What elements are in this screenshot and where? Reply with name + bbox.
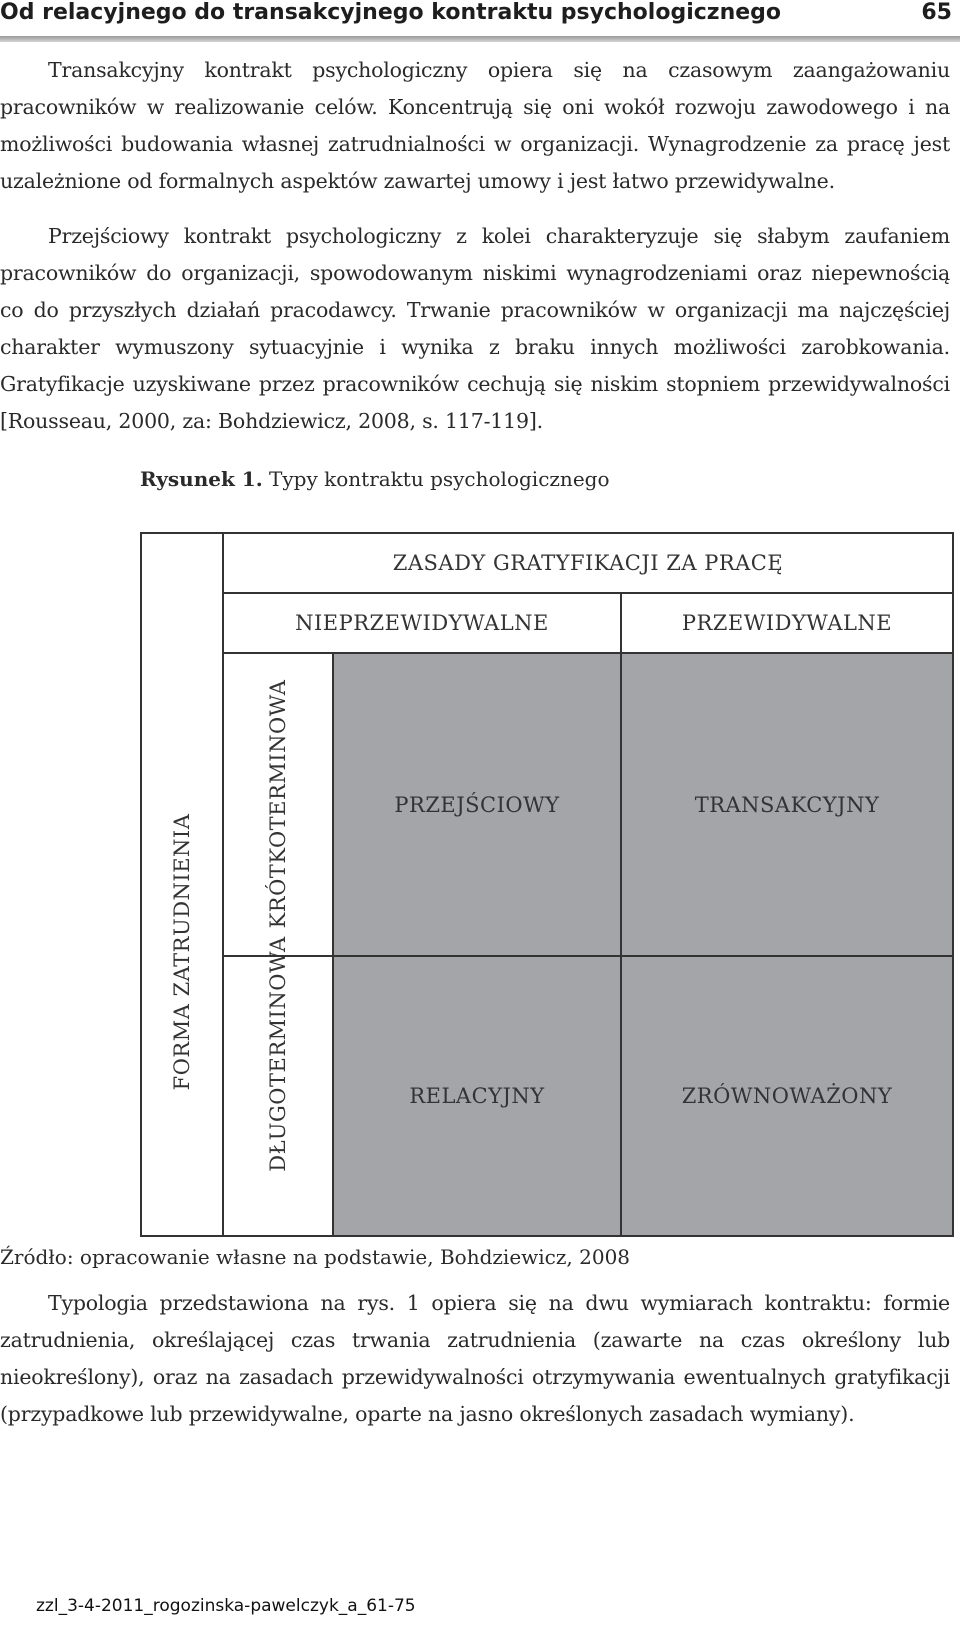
column-predictable-label: PRZEWIDYWALNE <box>681 611 893 635</box>
cell-transitional-label: PRZEJŚCIOWY <box>394 792 560 817</box>
figure-caption <box>140 467 610 491</box>
cell-balanced-label: ZRÓWNOWAŻONY <box>681 1084 893 1108</box>
figure-caption-label: Rysunek 1. <box>140 467 263 491</box>
column-unpredictable-label: NIEPRZEWIDYWALNE <box>295 611 549 635</box>
header-rule <box>0 36 960 42</box>
header-gratification-rules-label: ZASADY GRATYFIKACJI ZA PRACĘ <box>392 551 784 575</box>
contract-types-matrix <box>140 532 954 1237</box>
row-short-term-label: KRÓTKOTERMINOWA <box>266 679 290 929</box>
cell-transitional <box>332 652 622 957</box>
row-axis-label: FORMA ZATRUDNIENIA <box>170 813 194 1091</box>
paragraph-transactional: Transakcyjny kontrakt psychologiczny opiera się na czasowym zaangażowaniu pracowników w realizowanie celów. Koncentrują się oni wokół rozwoju zawodowego i na możliwości budowania własnej zatrudnialności w organizacji. Wynagrodzenie za pracę jest uzależnione od formalnych aspektów zawartej umowy i jest łatwo przewidywalne. <box>0 58 950 193</box>
page-footer: zzl_3-4-2011_rogozinska-pawelczyk_a_61-75 <box>36 1596 416 1616</box>
page-number: 65 <box>921 0 952 25</box>
column-unpredictable <box>222 592 622 654</box>
header-gratification-rules <box>222 532 954 594</box>
cell-relational-label: RELACYJNY <box>409 1084 545 1108</box>
cell-balanced <box>620 955 954 1237</box>
cell-transactional-label: TRANSAKCYJNY <box>694 792 880 817</box>
figure-caption-text: Typy kontraktu psychologicznego <box>262 467 610 491</box>
paragraph-transitional: Przejściowy kontrakt psychologiczny z kolei charakteryzuje się słabym zaufaniem pracowników do organizacji, spowodowanym niskimi wynagrodzeniami oraz niepewnością co do przyszłych działań pracodawcy. Trwanie pracowników w organizacji ma najczęściej charakter wymuszony sytuacyjnie i wynika z braku innych możliwości zarobkowania. Gratyfikacje uzyskiwane przez pracowników cechują się niskim stopniem przewidywalności [Rousseau, 2000, za: Bohdziewicz, 2008, s. 117-119]. <box>0 224 950 433</box>
paragraph-typology: Typologia przedstawiona na rys. 1 opiera się na dwu wymiarach kontraktu: formie zatrudnienia, określającej czas trwania zatrudnienia (zawarte na czas określony lub nieokreślony), oraz na zasadach przewidywalności otrzymywania ewentualnych gratyfikacji (przypadkowe lub przewidywalne, oparte na jasno określonych zasadach wymiany). <box>0 1291 950 1426</box>
running-title: Od relacyjnego do transakcyjnego kontraktu psychologicznego <box>0 0 782 25</box>
row-long-term-label: DŁUGOTERMINOWA <box>266 936 290 1172</box>
figure-source: Źródło: opracowanie własne na podstawie, Bohdziewicz, 2008 <box>0 1245 631 1269</box>
cell-transactional <box>620 652 954 957</box>
column-predictable <box>620 592 954 654</box>
cell-relational <box>332 955 622 1237</box>
